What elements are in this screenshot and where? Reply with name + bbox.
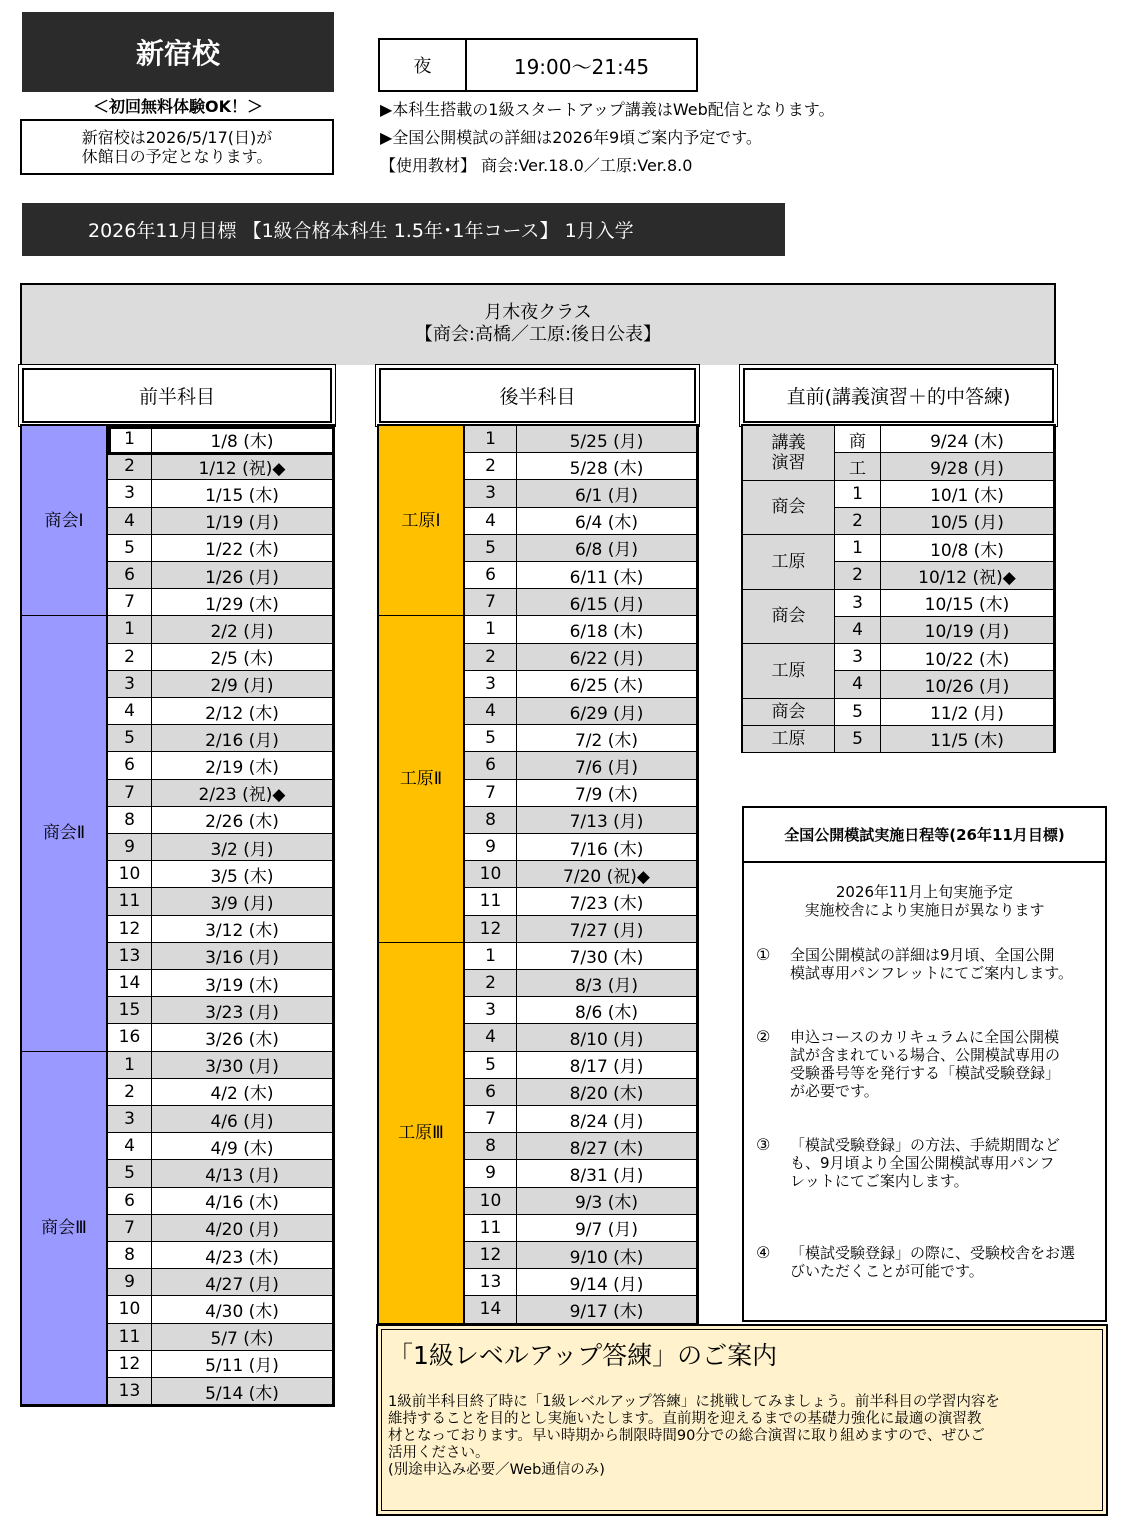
session-date: 10/8 (木) [881,535,1054,562]
levelup-line: 材となっております。早い時期から制限時間90分での総合演習に取り組めますので、ぜひご [388,1428,985,1444]
mock-item-line: 全国公開模試の詳細は9月頃、全国公開 [790,946,1055,964]
mock-item-line: 「模試受験登録」の際に、受験校舎をお選 [790,1244,1076,1262]
session-number: 9 [108,834,152,861]
session-date: 4/13 (月) [152,1160,333,1187]
time-value: 19:00〜21:45 [513,54,650,79]
mock-exam-item [756,946,1101,982]
session-number: 2 [108,644,152,671]
session-number: 7 [465,1106,517,1133]
session-number: 5 [108,1160,152,1187]
session-number: 11 [465,888,517,915]
final-schedule [741,424,1056,753]
levelup-line: 1級前半科目終了時に「1級レベルアップ答練」に挑戦してみましょう。前半科目の学習内容を [388,1394,1000,1410]
levelup-box [376,1324,1108,1516]
session-date: 10/12 (祝)◆ [881,562,1054,589]
session-number: 5 [108,725,152,752]
session-number: 16 [108,1024,152,1051]
course-title: 2026年11月目標 【1級合格本科生 1.5年･1年コース】 1月入学 [22,203,785,256]
class-header [20,283,1056,365]
mock-exam-box [742,806,1107,1322]
session-number: 3 [835,644,881,671]
first-half-schedule [20,424,335,1407]
session-date: 6/22 (月) [517,644,697,671]
session-date: 1/26 (月) [152,562,333,589]
group-label: 商会Ⅰ [22,426,108,616]
session-number: 3 [835,590,881,617]
mock-exam-lead [744,883,1105,919]
section-final: 直前(講義演習＋的中答練) [743,368,1054,423]
session-number: 6 [108,562,152,589]
mock-item-number: ④ [756,1243,771,1262]
session-date: 8/20 (木) [517,1079,697,1106]
holiday-line-2: 休館日の予定となります。 [81,147,273,166]
session-date: 7/9 (木) [517,780,697,807]
session-number: 3 [108,1106,152,1133]
session-date: 1/12 (祝)◆ [152,453,333,480]
session-number: 3 [108,671,152,698]
session-date: 8/3 (月) [517,970,697,997]
session-number: 12 [108,916,152,943]
session-date: 8/10 (月) [517,1024,697,1051]
session-number: 9 [465,834,517,861]
session-date: 3/26 (木) [152,1024,333,1051]
levelup-title: 「1級レベルアップ答練」のご案内 [388,1341,778,1370]
session-number: 4 [108,698,152,725]
mock-lead-line: 実施校舎により実施日が異なります [804,901,1045,919]
session-date: 1/15 (木) [152,480,333,507]
session-number: 1 [465,943,517,970]
session-date: 9/14 (月) [517,1269,697,1296]
mock-item-text [790,1136,1060,1190]
session-number: 8 [465,807,517,834]
session-number: 14 [465,1296,517,1323]
session-number: 12 [465,1242,517,1269]
session-number: 12 [465,916,517,943]
session-number: 2 [465,970,517,997]
session-date: 6/4 (木) [517,508,697,535]
session-number: 13 [108,1378,152,1405]
session-number: 2 [108,1079,152,1106]
session-date: 10/5 (月) [881,508,1054,535]
session-number: 4 [835,671,881,698]
session-number: 1 [465,616,517,643]
session-date: 7/13 (月) [517,807,697,834]
mock-exam-title: 全国公開模試実施日程等(26年11月目標) [744,808,1105,863]
session-date: 9/3 (木) [517,1188,697,1215]
session-date: 4/23 (木) [152,1242,333,1269]
group-label: 商会Ⅱ [22,616,108,1051]
session-date: 4/6 (月) [152,1106,333,1133]
session-number: 5 [108,535,152,562]
time-label: 夜 [380,40,467,90]
session-date: 7/6 (月) [517,752,697,779]
session-date: 3/30 (月) [152,1052,333,1079]
session-date: 3/2 (月) [152,834,333,861]
session-date: 5/11 (月) [152,1351,333,1378]
session-number: 商 [835,426,881,453]
mock-item-line: レットにてご案内します。 [790,1172,969,1190]
session-date: 7/20 (祝)◆ [517,861,697,888]
session-number: 3 [465,671,517,698]
session-date: 2/26 (木) [152,807,333,834]
mock-exam-item [756,1244,1101,1280]
group-label: 工原 [743,644,835,699]
session-number: 6 [465,562,517,589]
session-date: 7/16 (木) [517,834,697,861]
mock-exam-item [756,1028,1101,1100]
group-label: 工原 [743,535,835,590]
group-label: 商会 [743,481,835,536]
session-number: 4 [465,1024,517,1051]
session-date: 1/22 (木) [152,535,333,562]
session-date: 3/19 (木) [152,970,333,997]
session-date: 10/15 (木) [881,590,1054,617]
session-date: 5/14 (木) [152,1378,333,1405]
note-line: ▶全国公開模試の詳細は2026年9頃ご案内予定です。 [380,128,762,147]
section-first-half: 前半科目 [22,368,332,423]
group-label: 講義 演習 [743,426,835,481]
session-number: 3 [465,997,517,1024]
mock-item-text [790,1028,1060,1100]
levelup-line: 維持することを目的とし実施いたします。直前期を迎えるまでの基礎力強化に最適の演習教 [388,1411,982,1427]
session-number: 10 [108,1296,152,1323]
session-date: 2/9 (月) [152,671,333,698]
session-number: 11 [108,1324,152,1351]
holiday-line-1: 新宿校は2026/5/17(日)が [81,128,273,147]
session-date: 8/31 (月) [517,1160,697,1187]
session-date: 9/7 (月) [517,1215,697,1242]
school-name: 新宿校 [22,12,334,92]
session-date: 8/17 (月) [517,1052,697,1079]
session-date: 10/1 (木) [881,481,1054,508]
session-number: 1 [108,426,152,453]
session-date: 7/30 (木) [517,943,697,970]
session-number: 4 [465,508,517,535]
notes [380,96,1080,180]
mock-item-line: も、9月頃より全国公開模試専用パンフ [790,1154,1055,1172]
session-number: 14 [108,970,152,997]
session-number: 1 [108,616,152,643]
session-date: 2/5 (木) [152,644,333,671]
session-number: 10 [465,1188,517,1215]
session-number: 4 [108,508,152,535]
group-label: 商会 [743,590,835,645]
second-half-schedule [377,424,699,1324]
session-number: 4 [835,617,881,644]
group-label: 工原Ⅱ [379,616,465,942]
session-number: 5 [465,1052,517,1079]
group-label: 工原 [743,726,835,753]
session-date: 4/20 (月) [152,1215,333,1242]
session-date: 2/2 (月) [152,616,333,643]
group-label: 商会Ⅲ [22,1052,108,1406]
session-date: 8/6 (木) [517,997,697,1024]
session-date: 3/12 (木) [152,916,333,943]
session-number: 15 [108,997,152,1024]
session-number: 5 [465,725,517,752]
mock-exam-item [756,1136,1101,1190]
session-number: 11 [465,1215,517,1242]
session-number: 1 [108,1052,152,1079]
section-second-half: 後半科目 [379,368,696,423]
mock-item-text [790,1244,1075,1280]
session-date: 9/28 (月) [881,453,1054,480]
session-date: 4/16 (木) [152,1188,333,1215]
time-table [378,38,698,92]
mock-item-line: 受験番号等を発行する「模試受験登録」 [790,1064,1061,1082]
session-date: 4/27 (月) [152,1269,333,1296]
mock-item-number: ① [756,945,771,964]
session-number: 7 [108,589,152,616]
session-date: 5/25 (月) [517,426,697,453]
holiday-note [20,119,334,175]
session-number: 7 [108,780,152,807]
session-date: 9/17 (木) [517,1296,697,1323]
session-number: 1 [835,481,881,508]
trial-note: ＜初回無料体験OK！＞ [92,97,263,116]
group-label: 工原Ⅰ [379,426,465,616]
session-number: 13 [465,1269,517,1296]
session-number: 8 [465,1133,517,1160]
session-date: 2/23 (祝)◆ [152,780,333,807]
session-date: 7/27 (月) [517,916,697,943]
session-number: 8 [108,1242,152,1269]
session-date: 2/19 (木) [152,752,333,779]
session-number: 1 [465,426,517,453]
session-date: 6/18 (木) [517,616,697,643]
mock-item-line: 模試専用パンフレットにてご案内します。 [790,964,1074,982]
session-date: 3/5 (木) [152,861,333,888]
session-number: 8 [108,807,152,834]
class-name: 月木夜クラス [484,302,592,323]
session-number: 7 [465,780,517,807]
session-date: 1/19 (月) [152,508,333,535]
session-date: 3/23 (月) [152,997,333,1024]
mock-item-line: 試が含まれている場合、公開模試専用の [790,1046,1061,1064]
session-date: 6/8 (月) [517,535,697,562]
note-line: ▶本科生搭載の1級スタートアップ講義はWeb配信となります。 [380,100,835,119]
session-date: 1/8 (木) [152,426,333,453]
session-number: 2 [108,453,152,480]
session-date: 7/2 (木) [517,725,697,752]
session-number: 6 [465,752,517,779]
session-date: 1/29 (木) [152,589,333,616]
session-number: 6 [465,1079,517,1106]
levelup-body [388,1394,1094,1479]
session-number: 12 [108,1351,152,1378]
levelup-line: 活用ください。 [388,1445,490,1461]
mock-item-text [790,946,1073,982]
session-number: 5 [465,535,517,562]
mock-lead-line: 2026年11月上旬実施予定 [835,883,1014,901]
session-date: 4/30 (木) [152,1296,333,1323]
session-number: 5 [835,699,881,726]
session-number: 2 [465,453,517,480]
session-date: 9/10 (木) [517,1242,697,1269]
session-number: 3 [465,480,517,507]
session-date: 4/9 (木) [152,1133,333,1160]
session-date: 11/5 (木) [881,726,1054,753]
session-date: 8/24 (月) [517,1106,697,1133]
session-date: 3/9 (月) [152,888,333,915]
session-number: 3 [108,480,152,507]
session-date: 10/26 (月) [881,671,1054,698]
mock-item-line: びいただくことが可能です。 [790,1262,984,1280]
session-number: 2 [465,644,517,671]
mock-item-line: 申込コースのカリキュラムに全国公開模 [790,1028,1060,1046]
session-number: 6 [108,1188,152,1215]
session-date: 3/16 (月) [152,943,333,970]
session-number: 13 [108,943,152,970]
session-date: 6/25 (木) [517,671,697,698]
session-number: 7 [108,1215,152,1242]
session-number: 11 [108,888,152,915]
session-date: 2/12 (木) [152,698,333,725]
current-row-highlight [108,426,335,455]
session-number: 2 [835,508,881,535]
session-date: 6/15 (月) [517,589,697,616]
session-number: 10 [465,861,517,888]
mock-item-line: 「模試受験登録」の方法、手続期間など [790,1136,1061,1154]
session-number: 工 [835,453,881,480]
session-number: 4 [108,1133,152,1160]
session-number: 1 [835,535,881,562]
session-date: 4/2 (木) [152,1079,333,1106]
session-number: 2 [835,562,881,589]
session-date: 6/29 (月) [517,698,697,725]
mock-item-number: ③ [756,1135,771,1154]
session-date: 5/7 (木) [152,1324,333,1351]
session-number: 7 [465,589,517,616]
session-number: 6 [108,752,152,779]
session-number: 5 [835,726,881,753]
session-date: 6/1 (月) [517,480,697,507]
mock-item-number: ② [756,1027,771,1046]
session-date: 6/11 (木) [517,562,697,589]
session-number: 9 [465,1160,517,1187]
session-date: 11/2 (月) [881,699,1054,726]
session-number: 9 [108,1269,152,1296]
session-date: 8/27 (木) [517,1133,697,1160]
session-date: 9/24 (木) [881,426,1054,453]
session-date: 2/16 (月) [152,725,333,752]
levelup-line: (別途申込み必要／Web通信のみ) [388,1462,605,1478]
group-label: 商会 [743,699,835,726]
session-number: 4 [465,698,517,725]
session-date: 7/23 (木) [517,888,697,915]
session-date: 10/22 (木) [881,644,1054,671]
note-line: 【使用教材】 商会:Ver.18.0／工原:Ver.8.0 [380,156,693,175]
session-date: 5/28 (木) [517,453,697,480]
class-instructors: 【商会:高橋／工原:後日公表】 [414,324,662,345]
session-date: 10/19 (月) [881,617,1054,644]
session-number: 10 [108,861,152,888]
group-label: 工原Ⅲ [379,943,465,1324]
mock-item-line: が必要です。 [790,1082,879,1100]
